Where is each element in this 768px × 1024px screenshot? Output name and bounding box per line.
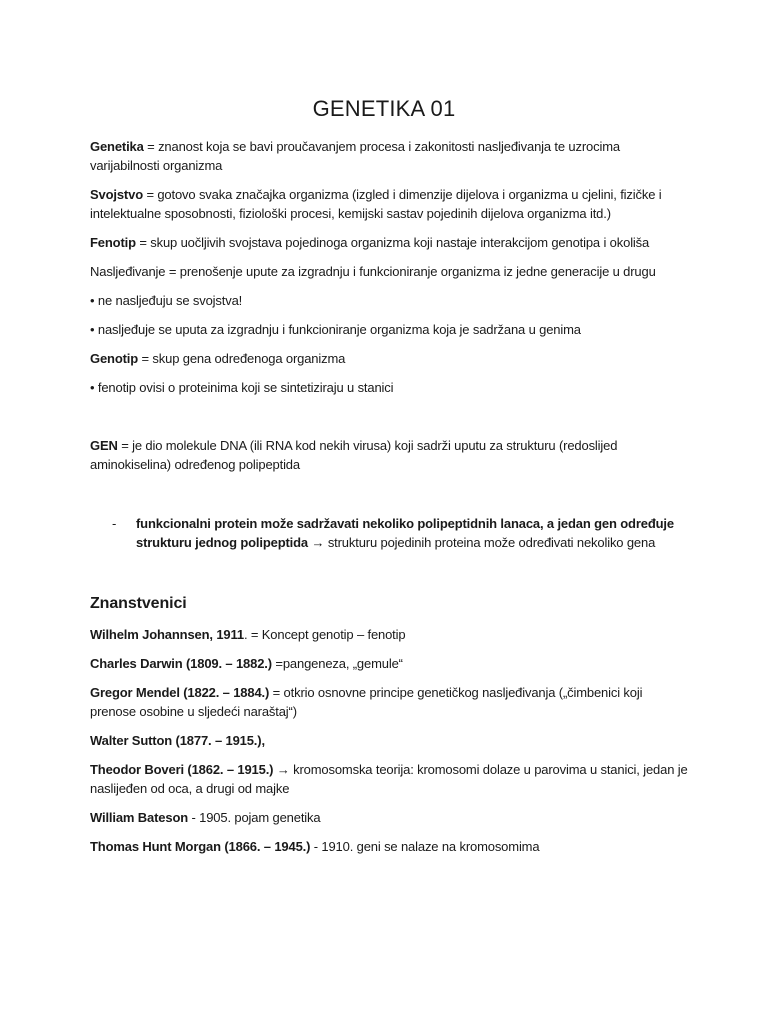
bullet-text: • fenotip ovisi o proteinima koji se sintetiziraju u stanici <box>90 380 394 395</box>
scientists-heading: Znanstvenici <box>90 595 187 612</box>
scientist-entry <box>90 808 690 827</box>
scientist-name: Walter Sutton (1877. – 1915.), <box>90 733 265 748</box>
scientist-name: Theodor Boveri (1862. – 1915.) <box>90 762 274 777</box>
definition-genetika <box>90 137 690 175</box>
scientist-entry <box>90 731 690 750</box>
scientist-text: = otkrio osnovne principe genetičkog nasljeđivanja („čimbenici koji prenose osobine u sljedeći naraštaj“) <box>90 685 643 719</box>
arrow-icon: → <box>308 535 328 550</box>
definition-text: = skup gena određenoga organizma <box>138 351 346 366</box>
definition-genotip <box>90 349 690 368</box>
scientist-entry <box>90 683 690 721</box>
dash-item-text <box>136 514 696 552</box>
term: Genetika <box>90 139 144 154</box>
scientist-text: → kromosomska teorija: kromosomi dolaze u parovima u stanici, jedan je naslijeđen od oca, a drugi od majke <box>90 762 688 796</box>
scientist-name: Gregor Mendel (1822. – 1884.) <box>90 685 270 700</box>
term: Genotip <box>90 351 139 366</box>
bullet-text: • ne nasljeđuju se svojstva! <box>90 293 243 308</box>
term: GEN <box>90 438 118 453</box>
scientist-entry <box>90 654 690 673</box>
term: Fenotip <box>90 235 136 250</box>
definition-text: = gotovo svaka značajka organizma (izgled i dimenzije dijelova i organizma u cjelini, fizičke i intelektualne sposobnosti, fiziološki procesi, kemijski sastav pojedinih dijelova organizma itd.) <box>90 187 662 221</box>
scientist-entry <box>90 760 690 798</box>
scientist-entry <box>90 837 690 856</box>
scientist-name: Wilhelm Johannsen, 1911 <box>90 627 244 642</box>
bullet-item <box>90 378 690 397</box>
dash-marker: - <box>112 516 117 531</box>
bullet-item <box>90 291 690 310</box>
definition-text: Nasljeđivanje = prenošenje upute za izgradnju i funkcioniranje organizma iz jedne generacije u drugu <box>90 264 656 279</box>
scientist-text: - 1910. geni se nalaze na kromosomima <box>310 839 540 854</box>
definition-svojstvo <box>90 185 690 223</box>
bullet-text: • nasljeđuje se uputa za izgradnju i funkcioniranje organizma koja je sadržana u genima <box>90 322 581 337</box>
dash-item-bold: funkcionalni protein može sadržavati nekoliko polipeptidnih lanaca, a jedan gen određuje strukturu jednog polipeptida <box>136 516 674 550</box>
scientist-entry <box>90 625 690 644</box>
bullet-item <box>90 320 690 339</box>
scientist-text: - 1905. pojam genetika <box>188 810 321 825</box>
definition-text: = je dio molekule DNA (ili RNA kod nekih virusa) koji sadrži uputu za strukturu (redoslijed aminokiselina) određenog polipeptida <box>90 438 618 472</box>
scientist-name: Charles Darwin (1809. – 1882.) <box>90 656 272 671</box>
scientist-name: William Bateson <box>90 810 189 825</box>
definition-gen <box>90 436 690 474</box>
scientist-name: Thomas Hunt Morgan (1866. – 1945.) <box>90 839 311 854</box>
term: Svojstvo <box>90 187 143 202</box>
definition-fenotip <box>90 233 690 252</box>
definition-text: = skup uočljivih svojstava pojedinoga organizma koji nastaje interakcijom genotipa i okoliša <box>135 235 650 250</box>
definition-text: = znanost koja se bavi proučavanjem procesa i zakonitosti nasljeđivanja te uzrocima varijabilnosti organizma <box>90 139 620 173</box>
definition-nasljedivanje <box>90 262 690 281</box>
scientist-text: . = Koncept genotip – fenotip <box>243 627 406 642</box>
dash-item-rest: strukturu pojedinih proteina može određivati nekoliko gena <box>327 535 656 550</box>
scientist-text: =pangeneza, „gemule“ <box>271 656 403 671</box>
page-title: GENETIKA 01 <box>312 96 456 121</box>
